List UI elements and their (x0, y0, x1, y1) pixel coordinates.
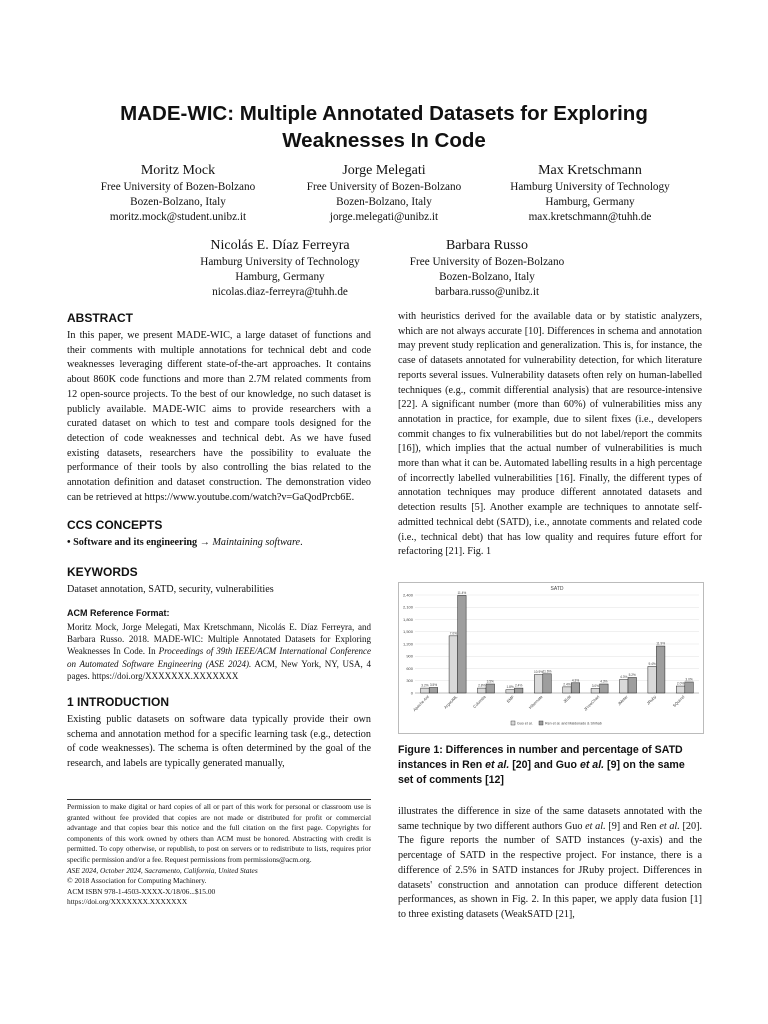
x-tick-label: JEdit (562, 694, 572, 705)
footnote-rule (67, 799, 371, 800)
bar (543, 674, 552, 693)
ccs-bold: • Software and its engineering (67, 537, 198, 549)
author-location: Bozen-Bolzano, Italy (439, 271, 535, 283)
author-email: barbara.russo@unibz.it (434, 286, 540, 298)
y-tick-label: 300 (406, 678, 413, 684)
author-block-2 (284, 161, 484, 225)
data-label: 11.6% (542, 669, 552, 674)
legend-label: Ren et al. and Maldonado & Shihab (545, 721, 602, 726)
author-affiliation: Free University of Bozen-Bolzano (409, 256, 565, 268)
bar (429, 687, 438, 693)
caption-b: [20] and Guo (509, 759, 580, 771)
rb-b: [9] and Ren (605, 820, 660, 832)
footnote-doi: https://doi.org/XXXXXXX.XXXXXXX (67, 897, 188, 907)
right-column-top (398, 310, 702, 560)
author-email: nicolas.diaz-ferreyra@tuhh.de (212, 286, 348, 298)
right-text-top: with heuristics derived for the available data or by statistic analyzers, which are not always accurate [10]. Differences in schema and annotation may prevent study replication and generalization. This is, for instance, the case of datasets annotated for vulnerability detection, for which literature reports several issues. Vulnerability datasets often rely on human-labelled techniques (e.g., commit differential analysis) that are resource-intensive [22]. A significant number (more than 60%) of vulnerabilities miss any annotation in practice, for example, due to silent fixes (i.e., developers commit changes to fix vulnerabilities but do not label/report the commits [16]), which implies that the actual number of vulnerabilities is much more than what it can be. Automated labelling results in a high percentage of incorrectly labelled vulnerabilities [16]. Finally, the different types of annotation techniques may produce different annotated datasets and detection results [5]. Another example are techniques to annotate self-admitted technical debt (SATD), i.e., annotate comments and related code (i.e., technical debt) that has low quality and requires future effort for refactoring [21]. Fig. 1 (398, 311, 702, 558)
author-location: Hamburg, Germany (235, 271, 325, 283)
data-label: 2.4% (563, 682, 571, 687)
bar (458, 595, 467, 693)
data-label: 9.4% (648, 661, 656, 666)
footnote-venue: ASE 2024, October 2024, Sacramento, California, United States (67, 865, 258, 875)
paper-title: MADE-WIC: Multiple Annotated Datasets for Exploring Weaknesses In Code (120, 102, 648, 152)
author-name: Nicolás E. Díaz Ferreyra (210, 238, 350, 253)
keywords-heading: KEYWORDS (67, 565, 138, 580)
bar (477, 688, 486, 693)
bar (648, 666, 657, 693)
author-name: Moritz Mock (140, 163, 216, 178)
rb-c: [20]. The figure reports the number of SATD instances (y-axis) and the percentage of SATD in the respective project. For instance, there is a difference of 2.5% in SATD instances for JRuby project. Differences in datasets' construction and annotation can produce different detection performances, as shown in Fig. 2. In this paper, we apply data fusion [1] to three existing datasets (WeakSATD [21], (398, 820, 703, 920)
data-label: 4.3% (600, 679, 608, 684)
acm-ref-heading-text: ACM Reference Format: (67, 607, 170, 618)
data-label: 11.4% (457, 590, 467, 595)
footnote-isbn: ACM ISBN 978-1-4503-XXXX-X/18/06...$15.00 (67, 886, 216, 896)
x-tick-label: Columba (471, 694, 487, 710)
ccs-text (67, 536, 371, 551)
author-name: Jorge Melegati (342, 163, 426, 178)
author-name: Max Kretschmann (538, 163, 642, 178)
data-label: 3.0% (591, 684, 599, 689)
acm-ref-part1: Moritz Mock, Jorge Melegati, Max Kretschmann, Nicolás E. Díaz Ferreyra, and Barbara Russo. 2018. MADE-WIC: Multiple Annotated Datasets for Exploring Weaknesses In Code. In (67, 622, 371, 657)
y-tick-label: 1,800 (402, 616, 413, 622)
author-affiliation: Hamburg University of Technology (200, 256, 360, 268)
x-tick-label: JRuby (645, 694, 658, 706)
acm-ref-part2: ACM, New York, NY, USA, 4 pages. https://doi.org/XXXXXXX.XXXXXXX (67, 658, 372, 681)
intro-text: Existing public datasets on software data typically provide their own schema and annotation method for a specific learning task (e.g., detection of code weaknesses). The schema is often determined by the goal of the research, and labels are typically generated manually, (67, 714, 371, 770)
legend-label: Guo et al. (517, 721, 533, 726)
keywords-text: Dataset annotation, SATD, security, vulnerabilities (67, 584, 274, 596)
bar (676, 686, 685, 693)
author-location: Bozen-Bolzano, Italy (130, 196, 226, 208)
bar (534, 675, 543, 693)
caption-etal-1: et al. (485, 759, 510, 771)
rb-etal-2: et al. (659, 820, 680, 832)
ccs-end: . (300, 537, 303, 549)
bar (619, 680, 628, 693)
y-tick-label: 2,400 (402, 592, 413, 598)
x-tick-label: JMeter (616, 694, 629, 707)
author-affiliation: Free University of Bozen-Bolzano (100, 181, 256, 193)
data-label: 4.3% (571, 678, 580, 683)
abstract-text: In this paper, we present MADE-WIC, a large dataset of functions and their comments with multiple annotations for technical debt and code weaknesses leveraging different state-of-the-art approaches. It contains about 860K code functions and more than 2.7M related comments from 12 open-source projects. To the best of our knowledge, no such dataset is publicly available. MADE-WIC aims to provide researchers with a curated dataset on which to test and compare tools designed for the detection of code weaknesses and technical debt. As we have fused existing datasets, researchers have the possibility to evaluate the performance of their tools by also controlling the bias related to the annotation definition and dataset construction. The demonstration video can be retrieved at https://www.youtube.com/watch?v=GaQodPrcb6E. (67, 330, 371, 503)
y-tick-label: 900 (406, 653, 413, 659)
satd-chart-svg (399, 583, 703, 733)
y-tick-label: 0 (410, 690, 413, 696)
author-affiliation: Free University of Bozen-Bolzano (306, 181, 462, 193)
author-block-3 (490, 161, 690, 225)
bar (563, 687, 572, 693)
y-tick-label: 2,100 (402, 604, 413, 610)
right-column-bottom (398, 805, 702, 923)
author-block-5 (387, 236, 587, 300)
bar (591, 689, 600, 693)
author-name: Barbara Russo (445, 238, 529, 253)
ccs-italic: Maintaining software (212, 537, 301, 549)
author-affiliation: Hamburg University of Technology (510, 181, 670, 193)
author-location: Bozen-Bolzano, Italy (336, 196, 432, 208)
x-tick-label: Apache Ant (411, 694, 430, 713)
footnote-text: Permission to make digital or hard copies of all or part of this work for personal or classroom use is granted without fee provided that copies are not made or distributed for profit or commercial advantage and that copies bear this notice and the full citation on the first page. Copyrights for components of this work owned by others than ACM must be honored. Abstracting with credit is permitted. To copy otherwise, or republish, to post on servers or to redistribute to lists, requires prior specific permission and/or a fee. Request permissions from permissions@acm.org. (67, 802, 371, 864)
legend-swatch (539, 721, 543, 725)
acm-ref-italic: Proceedings of 39th IEEE/ACM International Conference on Automated Software Engineering (ASE 2024). (67, 646, 371, 669)
y-tick-label: 600 (406, 665, 413, 671)
bar (486, 684, 495, 693)
bar (506, 690, 515, 693)
data-label: 10.9% (534, 670, 544, 675)
left-column (67, 310, 371, 772)
y-tick-label: 1,500 (402, 629, 413, 635)
data-label: 2.0% (676, 681, 685, 686)
data-label: 11.9% (656, 641, 666, 646)
x-tick-label: EMF (505, 694, 516, 704)
data-label: 3.5% (486, 679, 494, 684)
x-tick-label: JFreeChart (582, 694, 601, 712)
bar (449, 636, 458, 693)
author-email: jorge.melegati@unibz.it (329, 211, 439, 223)
legend-swatch (511, 721, 515, 725)
abstract-heading: ABSTRACT (67, 311, 133, 325)
data-label: 5.2% (628, 672, 636, 677)
bar (421, 688, 430, 693)
x-tick-label: ArgoUML (442, 694, 459, 710)
data-label: 2.8% (478, 683, 486, 688)
footnote (67, 802, 371, 908)
rb-a: illustrates the difference in size of the same datasets annotated with the same technique by two different authors Guo (398, 806, 702, 832)
right-text-bottom (398, 805, 702, 923)
x-tick-label: SQuirrel (671, 694, 686, 709)
bar (514, 688, 523, 693)
data-label: 3.5% (429, 682, 438, 687)
data-label: 3.0% (685, 677, 693, 682)
author-block-1 (78, 161, 278, 225)
footnote-copyright: © 2018 Association for Computing Machinery. (67, 876, 207, 886)
author-location: Hamburg, Germany (545, 196, 635, 208)
x-tick-label: Hibernate (527, 694, 544, 710)
caption-c: [9] on the same set of comments [12] (398, 759, 685, 786)
author-email: moritz.mock@student.unibz.it (109, 211, 247, 223)
data-label: 1.8% (506, 685, 514, 690)
ccs-heading: CCS CONCEPTS (67, 518, 163, 533)
data-label: 4.3% (620, 675, 628, 680)
chart-title: SATD (550, 586, 564, 592)
acm-ref-text (67, 621, 371, 682)
data-label: 2.4% (515, 683, 523, 688)
ccs-arrow: → (197, 537, 213, 549)
satd-chart (398, 582, 704, 734)
bar (600, 684, 609, 693)
author-email: max.kretschmann@tuhh.de (528, 211, 652, 223)
data-label: 7.0% (449, 631, 457, 636)
bar (571, 683, 580, 693)
caption-a: Figure 1: Differences in number and percentage of SATD instances in Ren (398, 744, 683, 771)
author-block-4 (180, 236, 380, 300)
figure-caption (398, 743, 702, 788)
caption-etal-2: et al. (579, 759, 605, 771)
bar (685, 682, 694, 693)
rb-etal-1: et al. (585, 820, 606, 832)
bar (628, 677, 637, 693)
intro-heading: 1 INTRODUCTION (67, 695, 169, 710)
acm-ref-heading (67, 607, 371, 619)
data-label: 3.2% (421, 683, 429, 688)
bar (656, 646, 665, 693)
y-tick-label: 1,200 (402, 641, 413, 647)
